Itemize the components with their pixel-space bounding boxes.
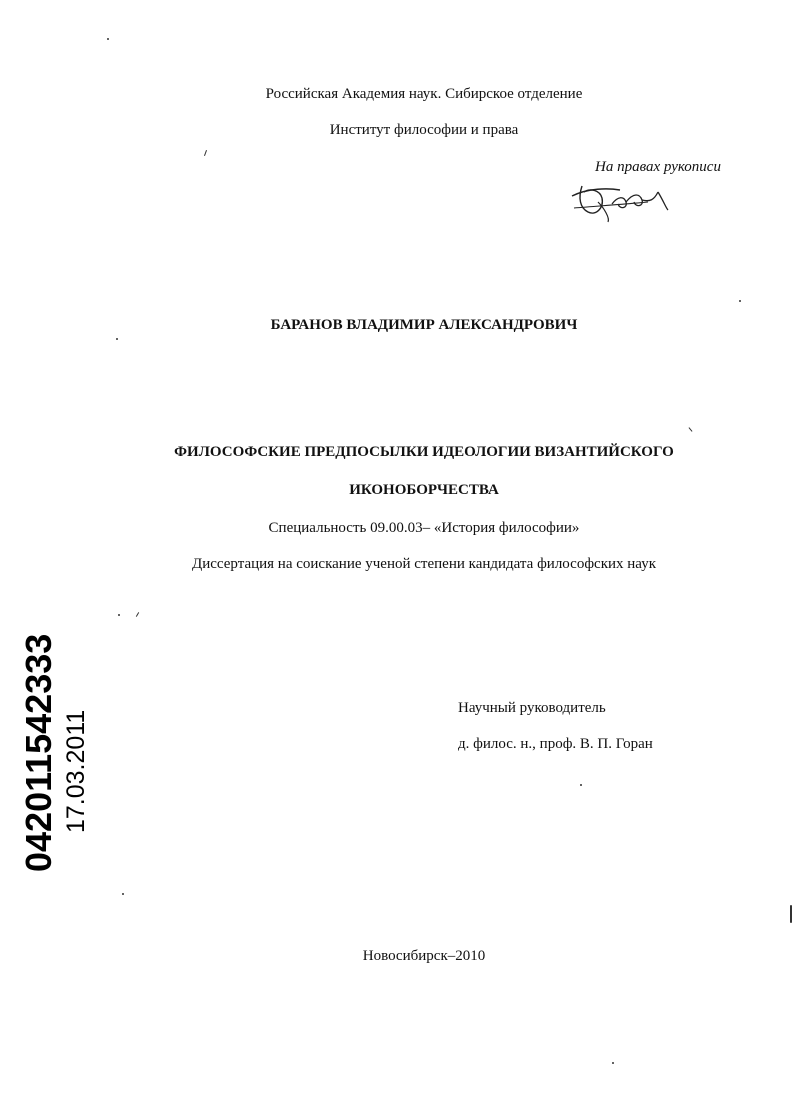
scan-speck bbox=[612, 1062, 614, 1064]
scan-speck bbox=[580, 784, 582, 786]
scan-speck bbox=[689, 427, 693, 431]
academy-line: Российская Академия наук. Сибирское отделение bbox=[265, 86, 583, 102]
title-line-1: ФИЛОСОФСКИЕ ПРЕДПОСЫЛКИ ИДЕОЛОГИИ ВИЗАНТИЙСКОГО bbox=[174, 444, 674, 460]
place-year: Новосибирск–2010 bbox=[362, 948, 486, 964]
scan-speck bbox=[107, 38, 109, 40]
signature-image bbox=[568, 178, 698, 228]
scan-speck bbox=[122, 893, 124, 895]
library-stamp-number: 042011542333 bbox=[18, 633, 59, 872]
manuscript-note: На правах рукописи bbox=[595, 159, 721, 175]
supervisor-name: д. филос. н., проф. В. П. Горан bbox=[458, 736, 653, 752]
scan-speck bbox=[136, 612, 139, 617]
author-name: БАРАНОВ ВЛАДИМИР АЛЕКСАНДРОВИЧ bbox=[270, 317, 578, 333]
supervisor-label: Научный руководитель bbox=[458, 700, 606, 716]
scan-speck bbox=[116, 338, 118, 340]
institute-line: Институт философии и права bbox=[329, 122, 519, 138]
scan-speck bbox=[739, 300, 741, 302]
scan-speck bbox=[118, 614, 120, 616]
library-stamp-date: 17.03.2011 bbox=[62, 709, 90, 833]
title-line-2: ИКОНОБОРЧЕСТВА bbox=[349, 482, 499, 498]
scan-speck bbox=[790, 905, 792, 923]
specialty-line: Специальность 09.00.03– «История философии» bbox=[268, 520, 580, 536]
scan-speck bbox=[204, 150, 207, 156]
dissertation-line: Диссертация на соискание ученой степени кандидата философских наук bbox=[191, 556, 656, 572]
